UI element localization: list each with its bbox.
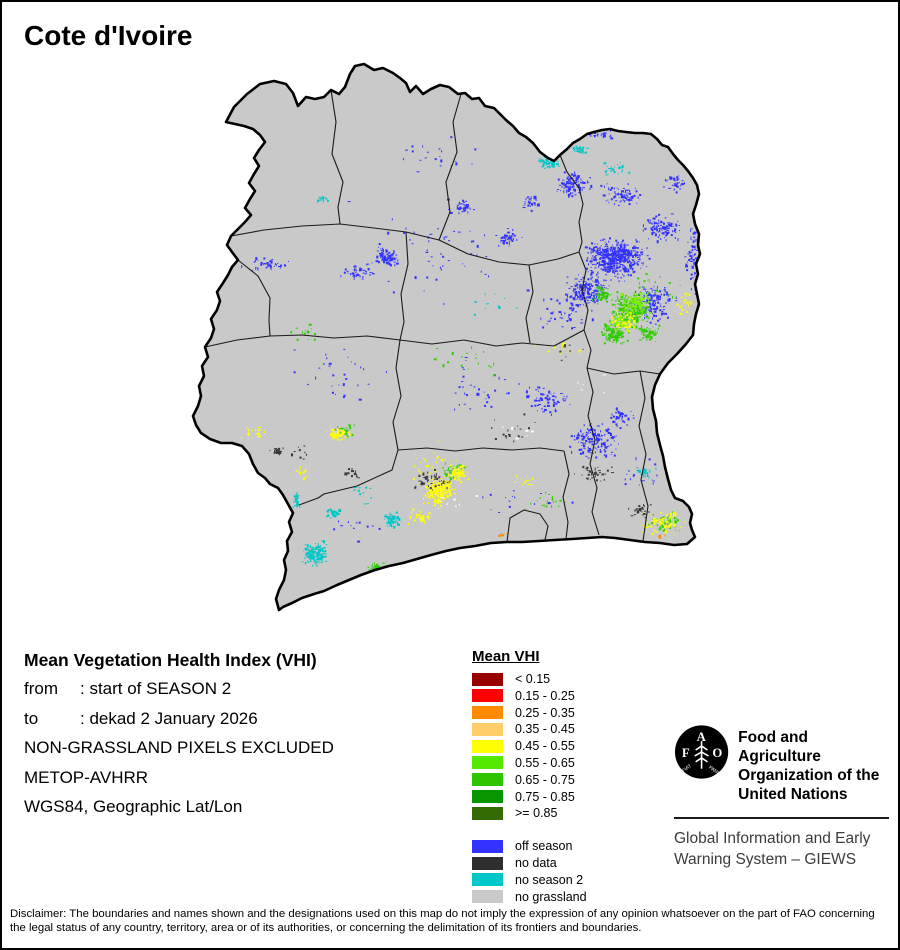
legend-swatch [472,673,503,686]
info-row-value: WGS84, Geographic Lat/Lon [24,797,243,816]
map-info-block [24,650,334,827]
legend-label: off season [515,839,573,854]
legend-classes [472,672,587,820]
fao-logo-icon [674,724,729,780]
legend-item [472,756,587,770]
legend [472,648,587,907]
legend-swatch [472,706,503,719]
legend-item [472,873,587,887]
legend-swatch [472,807,503,820]
legend-label: 0.75 - 0.85 [515,789,575,804]
legend-label: no grassland [515,889,587,904]
info-rows [24,679,334,827]
legend-item [472,739,587,753]
legend-swatch [472,689,503,702]
fao-motto-fiat: FIAT [681,764,693,775]
legend-label: no season 2 [515,872,584,887]
legend-swatch [472,773,503,786]
info-row-value: NON-GRASSLAND PIXELS EXCLUDED [24,738,334,757]
legend-title: Mean VHI [472,648,540,665]
legend-label: 0.45 - 0.55 [515,739,575,754]
legend-item [472,722,587,736]
legend-item [472,672,587,686]
legend-item [472,839,587,853]
legend-extra-classes [472,839,587,903]
legend-item [472,790,587,804]
fao-letter-a: A [696,730,706,745]
page-title: Cote d'Ivoire [24,20,193,51]
legend-swatch [472,723,503,736]
legend-swatch [472,740,503,753]
legend-label: 0.35 - 0.45 [515,722,575,737]
legend-swatch [472,790,503,803]
info-row-label: to [24,708,39,728]
giews-label: Global Information and Early Warning System – GIEWS [674,830,871,868]
legend-swatch [472,857,503,870]
info-row-value: : start of SEASON 2 [80,679,232,698]
info-row [24,679,334,709]
legend-label: 0.65 - 0.75 [515,772,575,787]
info-title: Mean Vegetation Health Index (VHI) [24,650,317,670]
legend-item [472,689,587,703]
legend-item [472,856,587,870]
legend-label: no data [515,856,557,871]
info-row [24,797,334,827]
legend-item [472,773,587,787]
legend-swatch [472,840,503,853]
legend-item [472,706,587,720]
legend-label: 0.55 - 0.65 [515,755,575,770]
info-row [24,709,334,739]
legend-swatch [472,873,503,886]
legend-label: 0.25 - 0.35 [515,705,575,720]
legend-label: < 0.15 [515,672,551,686]
info-row [24,768,334,798]
legend-swatch [472,890,503,903]
fao-motto-panis: PANIS [707,765,722,778]
legend-item [472,890,587,904]
fao-name: Food and Agriculture Organization of the United Nations [738,729,880,803]
info-row-value: : dekad 2 January 2026 [80,708,258,728]
disclaimer-text: Disclaimer: The boundaries and names shown and the designations used on this map do not imply the expression of any opinion whatsoever on the part of FAO concerning the legal status of any country, territory, area or of its authorities, or concerning the delimitation of its frontiers and boundaries. [10,908,875,934]
info-row [24,738,334,768]
footer-divider [674,817,889,819]
info-row-value: METOP-AVHRR [24,767,149,787]
legend-item [472,806,587,820]
fao-footer [674,724,892,870]
legend-swatch [472,756,503,769]
legend-label: >= 0.85 [515,806,558,821]
fao-letter-f: F [681,745,690,760]
info-row-label: from [24,679,58,698]
legend-label: 0.15 - 0.25 [515,688,575,703]
fao-letter-o: O [712,745,723,760]
